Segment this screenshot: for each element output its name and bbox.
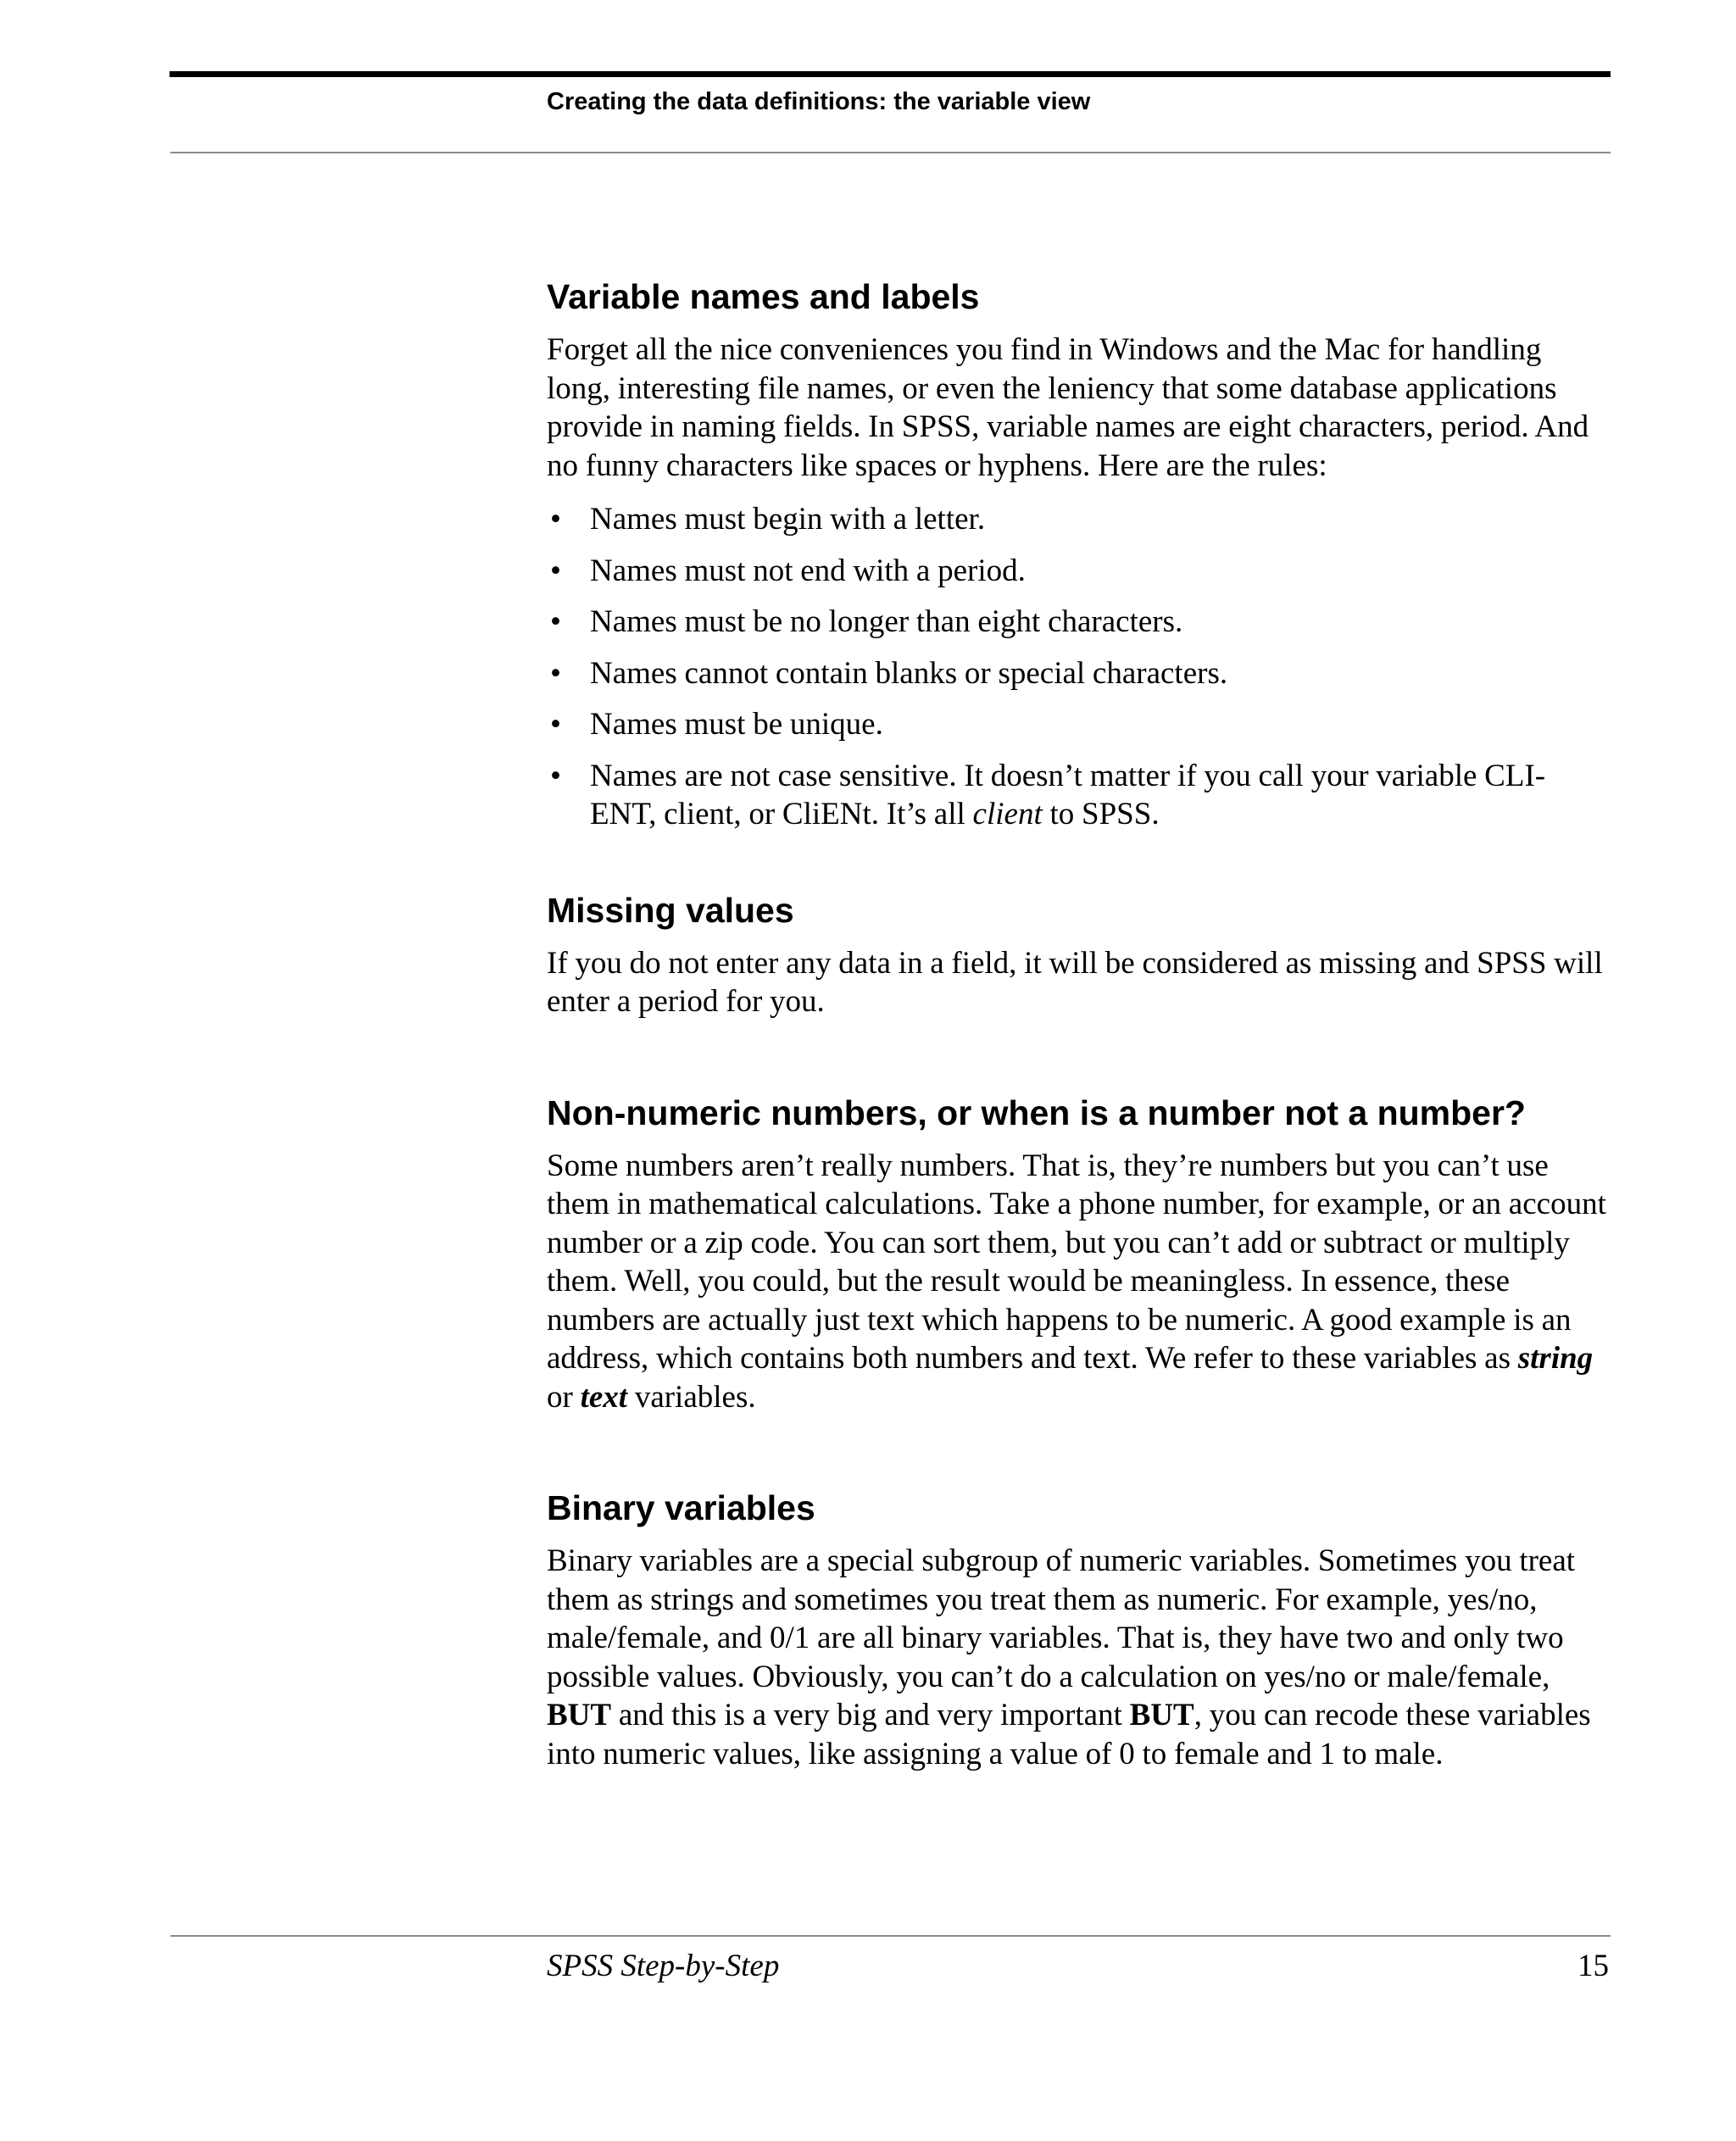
list-item — [547, 654, 1611, 693]
page-body — [547, 276, 1611, 1844]
list-item-text: Names must be no longer than eight characters. — [590, 604, 1183, 639]
section-paragraph: If you do not enter any data in a field, it will be considered as missing and SPSS will enter a period for you. — [547, 945, 1603, 1019]
list-item — [547, 500, 1611, 539]
paragraph-middle: and this is a very big and very important — [611, 1698, 1130, 1732]
section-missing-values — [547, 890, 1611, 1021]
section-heading: Variable names and labels — [547, 277, 980, 316]
list-item-text-before: Names are not case sensitive. It doesn’t matter if you call your variable CLI-ENT, client, or CliENt. It’s all — [590, 758, 1546, 831]
list-item — [547, 603, 1611, 642]
section-variable-names — [547, 276, 1611, 834]
list-item-text: Names must begin with a letter. — [590, 502, 986, 537]
strong-but: BUT — [547, 1698, 612, 1732]
section-binary-variables — [547, 1488, 1611, 1773]
paragraph-joiner: or — [547, 1379, 581, 1415]
paragraph-end: , you can recode these variables into numeric values, like assigning a value of 0 to female and 1 to male. — [547, 1698, 1591, 1771]
list-item — [547, 705, 1611, 744]
section-heading: Binary variables — [547, 1488, 815, 1527]
header-rule — [170, 152, 1611, 153]
section-non-numeric-numbers — [547, 1093, 1611, 1417]
section-paragraph — [547, 1542, 1611, 1773]
term-text: text — [580, 1379, 628, 1415]
list-item-text: Names cannot contain blanks or special characters. — [590, 655, 1228, 691]
bullet-icon: • — [550, 604, 561, 639]
bullet-icon: • — [550, 553, 561, 588]
list-item-text: Names must not end with a period. — [590, 553, 1026, 588]
bullet-icon: • — [550, 707, 561, 742]
rules-list — [547, 500, 1611, 834]
running-header: Creating the data definitions: the variable view — [547, 88, 1091, 115]
paragraph-ending: variables. — [627, 1379, 756, 1415]
bullet-icon: • — [550, 502, 561, 537]
section-heading: Non-numeric numbers, or when is a number not a number? — [547, 1093, 1526, 1132]
strong-but: BUT — [1129, 1698, 1194, 1732]
term-string: string — [1517, 1341, 1594, 1376]
page-number: 15 — [1577, 1949, 1609, 1983]
section-heading: Missing values — [547, 890, 794, 930]
emphasis-text: client — [972, 797, 1043, 831]
list-item-text: Names must be unique. — [590, 707, 883, 742]
list-item-text-after: to SPSS. — [1042, 797, 1160, 831]
list-item — [547, 757, 1611, 834]
bullet-icon: • — [550, 758, 561, 793]
footer-rule — [170, 1935, 1611, 1937]
top-rule — [170, 71, 1611, 77]
footer-book-title: SPSS Step-by-Step — [547, 1949, 780, 1983]
list-item — [547, 552, 1611, 591]
section-paragraph: Forget all the nice conveniences you find in Windows and the Mac for handling long, interesting file names, or even the leniency that some database applications provide in naming fields. In SPSS, variable names are eight characters, period. And no funny characters like spaces or hyphens. Here are the rules: — [547, 332, 1589, 483]
paragraph-text: Some numbers aren’t really numbers. That is, they’re numbers but you can’t use them in mathematical calculations. Take a phone number, for example, or an account number or a zip code. You can sort them, but you can’t add or subtract or multiply them. Well, you could, but the result would be meaningless. In essence, these numbers are actually just text which happens to be numeric. A good example is an address, which contains both numbers and text. We refer to these variables as — [547, 1148, 1606, 1376]
section-paragraph — [547, 1147, 1611, 1417]
bullet-icon: • — [550, 655, 561, 691]
paragraph-start: Binary variables are a special subgroup of numeric variables. Sometimes you treat them as strings and sometimes you treat them as numeric. For example, yes/no, male/female, and 0/1 are all binary variables. That is, they have two and only two possible values. Obviously, you can’t do a calculation on yes/no or male/female, — [547, 1543, 1576, 1694]
